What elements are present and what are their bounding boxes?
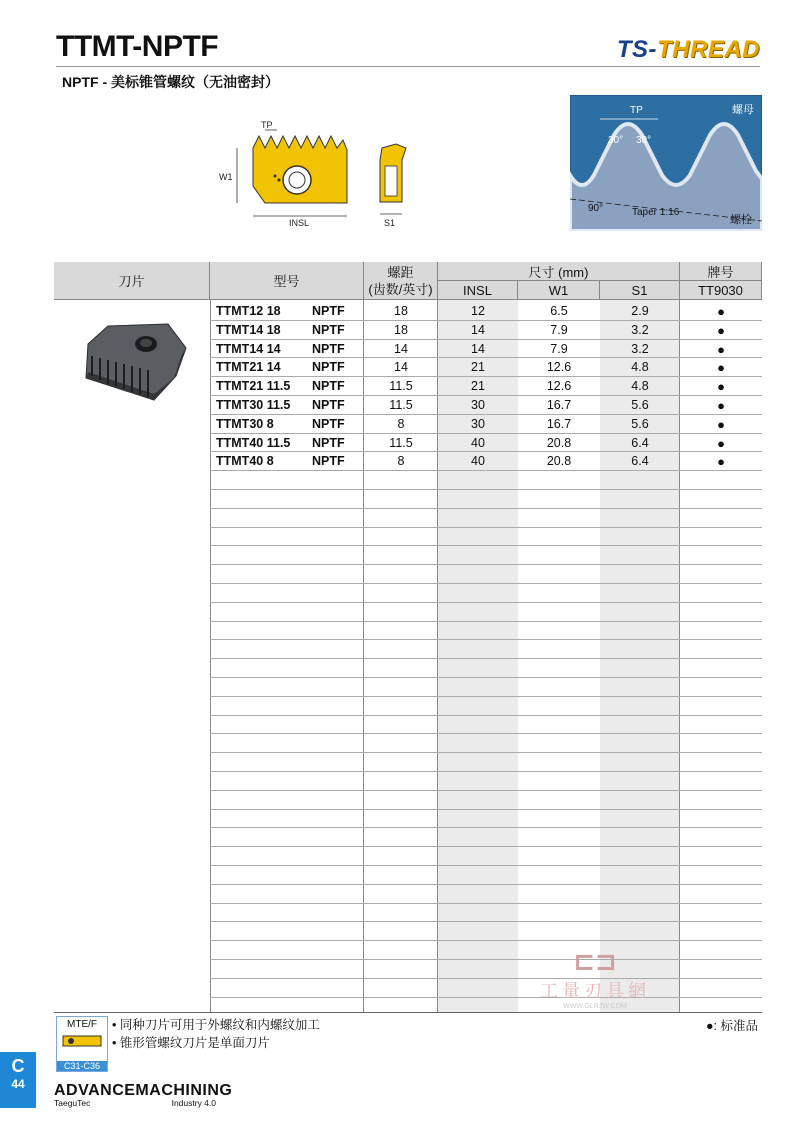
row-divider [210,376,762,377]
insl-label: INSL [289,218,310,228]
nut-label: 螺母 [732,104,754,116]
grade-header: 牌号 [680,262,762,281]
insl-cell: 14 [471,341,485,356]
row-divider [210,771,762,772]
watermark-text: 工量刃具網 [540,981,650,1001]
w1-cell: 12.6 [546,360,572,375]
row-divider [210,395,762,396]
model-cell: TTMT40 11.5 NPTF [216,435,345,450]
pitch-cell: 8 [397,454,405,469]
insert-side-view [372,140,412,230]
pitch-cell: 18 [394,322,408,337]
w1-cell: 6.5 [550,304,568,318]
row-divider [210,903,762,904]
grade-cell: ● [717,416,725,432]
insl-cell: 12 [471,304,485,318]
insl-cell: 21 [471,360,485,375]
row-divider [210,884,762,885]
row-divider [210,978,762,979]
logo-main: ADVANCEMACHINING [54,1082,233,1099]
w1-header: W1 [518,281,600,300]
pitch-header: 螺距 (齿数/英寸) [364,262,438,300]
legend: ●: 标准品 [706,1019,758,1033]
row-divider [210,677,762,678]
row-divider [210,940,762,941]
row-divider [210,508,762,509]
brand-thread: THREAD [657,36,760,63]
brand-logo [617,36,760,64]
insl-cell: 30 [471,398,485,412]
header-rule [56,66,760,67]
model-cell: TTMT21 14 NPTF [216,360,345,375]
insl-cell: 21 [471,379,485,394]
model-cell: TTMT40 8 NPTF [216,454,345,469]
advance-machining-logo [54,1082,232,1108]
row-divider [210,320,762,321]
w1-cell: 7.9 [550,341,568,356]
insert-header: 刀片 [54,262,210,300]
s1-cell: 3.2 [631,341,649,356]
angle-90-label: 90° [588,203,604,214]
pitch-cell: 11.5 [389,379,413,394]
grade-cell: ● [717,435,725,451]
pitch-cell: 14 [394,360,408,375]
row-divider [210,696,762,697]
insert-dimension-diagram [215,118,360,228]
w1-cell: 16.7 [546,416,572,431]
note-2: • 锥形管螺纹刀片是单面刀片 [112,1036,270,1050]
watermark [540,946,650,1010]
row-divider [210,715,762,716]
s1-label: S1 [384,218,396,228]
grade-cell: ● [717,398,725,413]
row-divider [210,414,762,415]
s1-cell: 6.4 [631,454,649,469]
s1-cell: 4.8 [631,379,649,394]
mte-holder-ref[interactable] [56,1016,108,1072]
s1-header: S1 [600,281,680,300]
s1-cell: 6.4 [631,435,649,450]
row-divider [210,489,762,490]
page-title: TTMT-NPTF [56,30,219,63]
row-divider [210,997,762,998]
pitch-cell: 14 [394,341,408,356]
row-divider [210,451,762,452]
row-divider [210,639,762,640]
pitch-cell: 11.5 [389,398,413,412]
holder-icon [57,1030,107,1052]
pitch-cell: 18 [394,304,408,318]
w1-label: W1 [219,172,233,182]
row-divider [210,790,762,791]
grade-cell: ● [717,304,725,319]
thread-profile-diagram [570,95,762,231]
page-number: 44 [11,1077,25,1091]
row-divider [210,470,762,471]
model-cell: TTMT30 11.5 NPTF [216,398,345,412]
tp-label: TP [261,120,273,130]
row-divider [210,827,762,828]
row-divider [210,752,762,753]
row-divider [210,602,762,603]
grade-cell: ● [717,341,725,357]
angle-left-label: 30° [608,135,624,146]
insl-cell: 40 [471,435,485,450]
grade-cell: ● [717,322,725,338]
insl-cell: 30 [471,416,485,431]
w1-cell: 16.7 [546,398,572,412]
w1-cell: 20.8 [546,435,572,450]
watermark-icon: ⊏⊐ [573,946,617,976]
row-divider [210,545,762,546]
row-divider [210,621,762,622]
row-divider [210,846,762,847]
tp-label: TP [630,105,643,116]
row-divider [210,921,762,922]
model-cell: TTMT30 8 NPTF [216,416,345,431]
w1-cell: 12.6 [546,379,572,394]
insl-cell: 14 [471,322,485,337]
grade-cell: ● [717,379,725,395]
brand-ts: TS- [616,36,657,63]
section-letter: C [11,1056,25,1076]
footer-notes [112,1016,320,1052]
w1-cell: 7.9 [550,322,568,337]
footer-rule [54,1012,762,1013]
row-divider [210,658,762,659]
row-divider [210,865,762,866]
page-subtitle: NPTF - 美标锥管螺纹（无油密封） [62,74,279,90]
model-cell: TTMT14 14 NPTF [216,341,345,356]
model-cell: TTMT21 11.5 NPTF [216,379,345,394]
pitch-cell: 8 [397,416,405,431]
s1-cell: 5.6 [631,416,649,431]
model-cell: TTMT14 18 NPTF [216,322,345,337]
pitch-cell: 11.5 [389,435,413,450]
grade-cell: ● [717,454,725,470]
angle-right-label: 30° [636,135,652,146]
insl-header: INSL [438,281,518,300]
model-cell: TTMT12 18 NPTF [216,304,345,318]
s1-cell: 2.9 [631,304,649,318]
s1-cell: 4.8 [631,360,649,375]
section-tab [0,1052,36,1108]
row-divider [210,809,762,810]
note-1: • 同种刀片可用于外螺纹和内螺纹加工 [112,1018,320,1032]
dims-header: 尺寸 (mm) [438,262,680,281]
w1-cell: 20.8 [546,454,572,469]
insl-cell: 40 [471,454,485,469]
row-divider [210,527,762,528]
insert-image [78,314,188,406]
row-divider [210,959,762,960]
mte-label: MTE/F [67,1019,97,1030]
row-divider [210,583,762,584]
s1-cell: 5.6 [631,398,649,412]
row-divider [210,733,762,734]
model-header: 型号 [210,262,364,300]
row-divider [210,357,762,358]
s1-cell: 3.2 [631,322,649,337]
mte-ref: C31-C36 [57,1061,107,1071]
grade-cell: ● [717,360,725,376]
grade-sub-header: TT9030 [680,281,762,300]
row-divider [210,339,762,340]
watermark-url: WWW.GLRJW.COM [563,1003,627,1010]
bolt-label: 螺栓 [730,214,752,226]
logo-left: TaeguTec [54,1098,91,1108]
specification-table [54,262,762,1012]
logo-right: Industry 4.0 [171,1098,216,1108]
row-divider [210,564,762,565]
row-divider [210,433,762,434]
taper-label: Taper 1:16 [632,207,680,218]
